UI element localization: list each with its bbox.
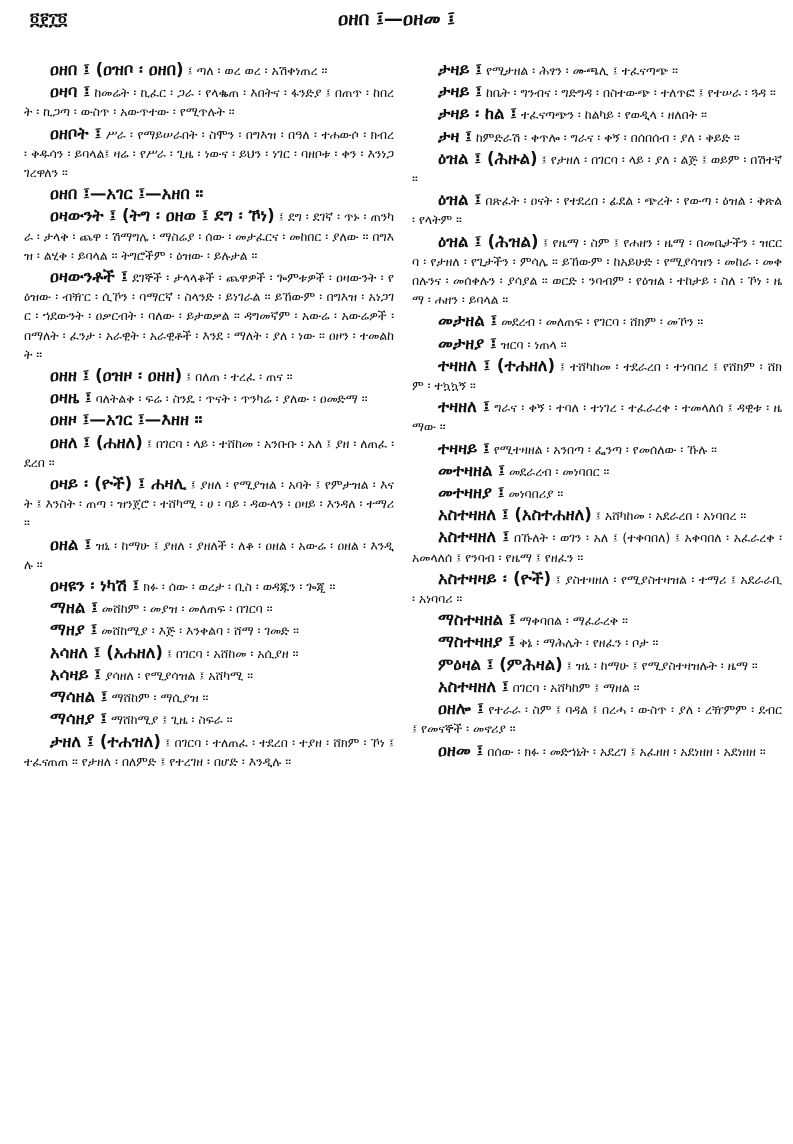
- entry-definition: ፤ የዜማ ፡ ስም ፤ የሐዘን ፡ ዜማ ፡ በመቤታችን ፡ ዝርርባ ፡ የታዘለ ፡ የጊታችን ፡ ምሳሌ ። ይኸውም ፡ ከአይሁድ ፡ የሚያሳዝን ፡ መከራ ፡ መቀበሉንና ፡ መሰቀሉን ፡ ያሳያል ። ወርድ ፡ ንባብም ፡ የዕዝል ፡ ተከታይ ፡ ስለ ፡ ኾነ ፡ ዜማ ፡ ሐዘን ፡ ይባላል ።: [412, 234, 782, 308]
- dictionary-entry: [412, 60, 782, 80]
- dictionary-entry: [24, 60, 394, 80]
- entry-definition: ማሸከሚያ ፤ ጊዜ ፡ ስፍራ ።: [111, 712, 233, 728]
- entry-headword: ማዘል ፤: [50, 598, 98, 618]
- entry-headword: ማስተዛዘል ፤: [438, 610, 516, 630]
- entry-headword: ተዛዘለ ፤ (ተሐዘለ): [438, 355, 556, 375]
- dictionary-entry: [412, 82, 782, 102]
- entry-headword: ዕዝል ፤ (ሕዙል): [438, 148, 538, 168]
- entry-headword: ማስተዛዘያ ፤: [438, 632, 516, 652]
- entry-headword: ዐዛውንት ፤ (ትግ ፡ ዐዘወ ፤ ደግ ፡ ኾነ): [50, 206, 275, 226]
- dictionary-entry: [24, 535, 394, 574]
- entry-headword: ዐዛባ ፤: [50, 82, 91, 102]
- entry-definition: ባለትልቅ ፡ ፍሬ ፡ ስንዴ ፡ ጥናት ፡ ጥንካሬ ፡ ያለው ፡ ዐመድማ ።: [95, 391, 368, 407]
- dictionary-entry: [24, 620, 394, 640]
- dictionary-entry: [412, 311, 782, 331]
- dictionary-entry: [24, 576, 394, 596]
- entry-headword: መታዘያ ፤: [438, 333, 497, 353]
- dictionary-entry: [412, 505, 782, 525]
- dictionary-entry: [412, 610, 782, 630]
- entry-headword: ዕዝል ፤: [438, 190, 482, 210]
- entry-headword: ዐዘበ ፤ (ዐዝቦ ፡ ዐዘበ): [50, 60, 184, 79]
- entry-headword: ማሳዘል ፤: [50, 687, 108, 707]
- entry-headword: ዐዘዘ ፤ (ዐዝዞ ፡ ዐዘዘ): [50, 366, 183, 386]
- dictionary-entry: [24, 643, 394, 663]
- entry-definition: መነባበሪያ ።: [508, 486, 564, 502]
- dictionary-entry: [24, 709, 394, 729]
- entry-definition: ሥራ ፡ የማይሠራበት ፡ ስሞን ፡ በግእዝ ፡ በዓለ ፡ ተሐውሶ ፡ ክብረ ፡ ቅዱሳን ፡ ይባላል፤ ዛሬ ፡ የሥራ ፡ ጊዜ ፡ ነውና ፡ ይህን ፡ ነገር ፡ ባዘቦቱ ፡ ቀን ፡ እንነጋገረዋለን ።: [24, 126, 394, 181]
- running-head: ዐዘበ ፤—ዐዘመ ፤: [337, 8, 456, 30]
- entry-definition: ፤ በለጠ ፡ ተረፈ ፡ ጠና ።: [186, 369, 293, 385]
- dictionary-entry: [412, 569, 782, 608]
- dictionary-entry: [412, 483, 782, 503]
- entry-definition: መሸከሚያ ፡ እጅ ፡ እንቀልባ ፡ ሸማ ፡ ገመድ ።: [101, 623, 299, 639]
- entry-headword: ታዛይ ፡ ከል ፤: [438, 104, 517, 124]
- entry-headword: ዐዘቦት ፤: [50, 123, 102, 143]
- entry-headword: ዐዘል ፤: [50, 534, 92, 554]
- entry-headword: ታዘለ ፤ (ተሐዝለ): [50, 731, 161, 751]
- entry-headword: ዐዛዩን ፡ ነካሽ ፤: [50, 576, 140, 596]
- entry-headword: ዐዘመ ፤: [438, 740, 484, 760]
- dictionary-entry: [24, 433, 394, 472]
- left-column: [24, 60, 394, 1140]
- dictionary-entry: [24, 410, 394, 430]
- entry-headword: ዐዘለ ፤ (ሐዘለ): [50, 432, 143, 452]
- dictionary-entry: [412, 149, 782, 188]
- dictionary-entry: [24, 665, 394, 685]
- entry-definition: በሰው ፡ ክፉ ፡ መድኀኒት ፡ አደረገ ፤ አፈዘዘ ፡ አደነዘዘ ፡ አደነዘዘ ።: [487, 743, 766, 759]
- dictionary-entry: [412, 356, 782, 395]
- dictionary-entry: [412, 127, 782, 147]
- entry-definition: የተራራ ፡ ስም ፤ ባዳል ፤ በረሓ ፡ ውስጥ ፡ ያለ ፡ ረዥምም ፡ ደብር ፤ የመናኞች ፡ መኖሪያ ።: [412, 702, 782, 737]
- entry-definition: ከመሬት ፡ ኪፈር ፡ ጋራ ፡ የላቈጠ ፡ እበትና ፡ ፋንድያ ፤ በጠጥ ፡ ከበረት ፡ ኪጋጣ ፡ ውስጥ ፡ አውጥተው ፡ የሚጥሉት ።: [24, 85, 394, 120]
- entry-headword: ታዛ ፤: [438, 126, 472, 146]
- page-header: [0, 0, 793, 50]
- entry-definition: ዝኒ ፡ ከማሁ ፤ ያዘለ ፡ ያዘለች ፡ ለቆ ፡ ዐዘል ፡ አውሬ ፡ ዐዘል ፡ እንዲሉ ።: [24, 537, 394, 572]
- entry-headword: ምዕዛል ፤ (ምሕዛል): [438, 654, 563, 674]
- entry-headword: ታዛይ ፤: [438, 82, 482, 102]
- entry-headword: ዐዘበ ፤—አገር ፤—አዘበ ።: [50, 184, 204, 204]
- dictionary-entry: [412, 527, 782, 566]
- dictionary-entry: [24, 206, 394, 265]
- entry-definition: ክፉ ፡ ሰው ፡ ወረታ ፡ ቢስ ፡ ወዳጁን ፡ ጐጂ ።: [143, 579, 336, 595]
- entry-headword: መታዘል ፤: [438, 311, 498, 331]
- entry-definition: ፤ ያዘለ ፡ የሚያዝል ፡ አባት ፤ የምታዝል ፡ እናት ፤ እንስት ፡ ጠጣ ፡ ዝንጀሮ ፡ ተሸካሚ ፡ ሀ ፡ ባይ ፡ ዳውላን ፡ ዐዛይ ፡ እንዳለ ፡ ተማሪ ።: [24, 477, 394, 531]
- entry-definition: ተፈናጣጭን ፡ ከልካይ ፡ የወዲላ ፡ ዘለበት ።: [520, 107, 707, 123]
- entry-definition: ፤ አሸካከመ ፡ አደራረበ ፡ አነባበረ ።: [595, 508, 747, 524]
- dictionary-entry: [412, 677, 782, 697]
- dictionary-entry: [24, 474, 394, 533]
- dictionary-entry: [24, 124, 394, 183]
- entry-headword: መተዛዘል ፤: [438, 460, 505, 480]
- dictionary-entry: [412, 655, 782, 675]
- entry-definition: ከምድራሽ ፡ ቀጥሎ ፡ ግራና ፡ ቀኝ ፡ በሰበሰብ ፡ ያለ ፡ ቅይድ ።: [475, 129, 740, 145]
- entry-headword: ዕዝል ፤ (ሕዝል): [438, 231, 539, 251]
- page-number: ፬፻፲፬: [30, 10, 68, 30]
- entry-headword: ማዘያ ፤: [50, 620, 98, 640]
- entry-headword: ታዛይ ፤: [438, 60, 482, 79]
- entry-definition: ግራና ፡ ቀኝ ፡ ተባለ ፡ ተነገረ ፡ ተፈራረቀ ፡ ተመላለሰ ፤ ዳዊቱ ፡ ዜማው ።: [412, 400, 782, 435]
- dictionary-entry: [24, 598, 394, 618]
- entry-headword: አስተዛዘለ ፤ (አስተሐዘለ): [438, 505, 592, 525]
- entry-definition: ፤ የታዘለ ፡ በገርባ ፡ ላይ ፡ ያለ ፡ ልጅ ፤ ወይም ፡ በሽተኛ ።: [412, 151, 782, 187]
- entry-definition: የሚታዘል ፡ ሕፃን ፡ ሙጫሊ ፤ ተፈናጣጭ ።: [485, 63, 678, 78]
- entry-headword: ማሳዘያ ፤: [50, 709, 108, 729]
- entry-definition: ፤ በገርባ ፡ ተለጠፈ ፡ ተደረበ ፡ ተያዘ ፡ ሸክም ፡ ኾነ ፤ ተፈናጠጠ ። የታዘለ ፡ በለምድ ፤ የተረገዘ ፡ በሆድ ፡ እንዲሉ ።: [24, 734, 394, 769]
- dictionary-entry: [412, 741, 782, 761]
- entry-definition: መሸከም ፡ መያዝ ፡ መለጠፍ ፡ በገርባ ።: [101, 601, 273, 617]
- entry-definition: መደራረብ ፡ መነባበር ።: [508, 463, 610, 479]
- entry-definition: ፤ ደግ ፡ ደገኛ ፡ ጥኑ ፡ ጠንካራ ፡ ታላቅ ፡ ጨዋ ፡ ሽማግሌ ፡ ማስሬያ ፡ ሰው ፡ መታፈርና ፡ መከበር ፡ ያለው ። በግእዝ ፡ ልሂቅ ፡ ይባላል ። ትግሮችም ፡ ዕዝው ፡ ይሉታል ።: [24, 209, 394, 263]
- entry-headword: ዐዛውንቶች ፤: [50, 267, 128, 287]
- dictionary-entry: [24, 82, 394, 121]
- entry-definition: ፤ ያስተዛዘለ ፡ የሚያስተዛዝል ፡ ተማሪ ፤ አደራራቢ ፡ አነባባሪ ።: [412, 571, 782, 607]
- entry-definition: የሚተዛዘል ፡ አንበጣ ፡ ፌንጣ ፡ የመሰለው ፡ ኹሉ ።: [493, 441, 717, 457]
- entry-headword: ተዛዛይ ፤: [438, 438, 490, 458]
- dictionary-entry: [412, 439, 782, 459]
- entry-headword: አስተዛዘለ ፤: [438, 676, 509, 696]
- entry-headword: አሳዘለ ፤ (አሐዘለ): [50, 642, 163, 662]
- dictionary-entry: [412, 461, 782, 481]
- entry-definition: ደገኞች ፡ ታላላቆች ፡ ጨዋዎች ፡ ጐምቱዎች ፡ ዐዛውንት ፡ የዕዝው ፡ ብዥር ፡ ሲኾን ፡ ባማርኛ ፡ ስላንድ ፡ ይነገራል ። ይኸውም ፡ በግእዝ ፡ አነጋገር ፡ ኀደውንት ፡ ዐቃርብት ፡ ባለው ፡ ይታወቃል ። ዳግመኛም ፡ አውሬ ፡ አውሬዎች ፡ በማለት ፡ ፈንታ ፡ አራዊት ፡ አራዊቶች ፡ እንደ ፡ ማለት ፡ ያለ ፡ ነው ። ዐዞን ፡ ተመልከት ።: [24, 270, 394, 362]
- dictionary-entry: [412, 397, 782, 436]
- entry-definition: በኹለት ፡ ወገን ፡ አለ ፤ (ተቀባበለ) ፤ አቀባበለ ፡ አፈራረቀ ፡ አመላለሰ ፤ የንባብ ፡ የዜማ ፤ የዘፈን ።: [412, 530, 782, 565]
- dictionary-entry: [24, 388, 394, 408]
- entry-definition: በጽፈት ፡ ዐናት ፡ የተደረበ ፡ ፊደል ፡ ጭረት ፡ የውጣ ፡ ዕዝል ፡ ቅጽል ፡ የላትም ።: [412, 193, 782, 228]
- entry-headword: አስተዛዘለ ፤: [438, 527, 510, 547]
- entry-headword: መተዛዘያ ፤: [438, 483, 505, 503]
- dictionary-entry: [412, 699, 782, 738]
- right-column: [412, 60, 782, 1140]
- entry-definition: መደረብ ፡ መለጠፍ ፡ የገርባ ፡ ሸክም ፡ መኾን ።: [501, 314, 704, 330]
- entry-headword: አሳዛይ ፤: [50, 664, 102, 684]
- entry-definition: ፤ በገርባ ፡ ላይ ፡ ተሸከመ ፡ አንቡቡ ፡ አለ ፤ ያዘ ፡ ለጠፈ ፡ ደረበ ።: [24, 435, 394, 470]
- entry-definition: ዝርባ ፡ ነጠላ ።: [500, 336, 567, 352]
- entry-definition: ቅኔ ፡ ማሕሌት ፡ የዘፈን ፡ ቦታ ።: [519, 635, 659, 651]
- entry-headword: ተዛዘለ ፤: [438, 397, 490, 417]
- entry-definition: ከቤት ፡ ግንብና ፡ ግድግዳ ፡ በስተውጭ ፡ ተለጥፎ ፤ የተሠራ ፡ ጓዳ ።: [485, 85, 776, 101]
- entry-definition: ፤ ተሸካከመ ፡ ተደራረበ ፡ ተነባበረ ፤ የሸክም ፡ ሸክም ፡ ተኳኳኝ ።: [412, 358, 782, 394]
- entry-headword: አስተዛዛይ ፡ (ዮች): [438, 568, 552, 588]
- entry-headword: ዐዘሎ ፤: [438, 699, 484, 719]
- entry-definition: ፤ ዝኒ ፡ ከማሁ ፤ የሚያስተዛዝሉት ፡ ዜማ ።: [566, 657, 758, 673]
- dictionary-entry: [412, 104, 782, 124]
- entry-definition: ያሳዘለ ፡ የሚያሳዝል ፤ አሸካሚ ።: [104, 667, 253, 683]
- dictionary-entry: [412, 190, 782, 229]
- entry-definition: ማሸከም ፡ ማሲያዝ ።: [111, 690, 209, 706]
- entry-headword: ዐዛይ ፡ (ዮች) ፤ ሐዛሊ: [50, 474, 187, 494]
- entry-definition: ማቀባበል ፡ ማፈራረቅ ።: [519, 613, 628, 629]
- dictionary-entry: [24, 366, 394, 386]
- dictionary-entry: [24, 184, 394, 204]
- entry-headword: ዐዘዞ ፤—አገር ፤—እዘዘ ።: [50, 410, 203, 430]
- dictionary-entry: [24, 687, 394, 707]
- entry-definition: ፤ ጣለ ፡ ወረ ወረ ፡ አሽቀነጠረ ።: [187, 63, 328, 78]
- dictionary-entry: [412, 232, 782, 310]
- entry-definition: ፤ በገርባ ፡ አሸከመ ፡ አሲያዘ ።: [166, 645, 299, 661]
- entry-definition: በገርባ ፡ አሸካከም ፤ ማዘል ።: [512, 679, 640, 695]
- dictionary-entry: [412, 334, 782, 354]
- dictionary-entry: [412, 632, 782, 652]
- dictionary-entry: [24, 267, 394, 364]
- dictionary-entry: [24, 732, 394, 771]
- entry-headword: ዐዛዜ ፤: [50, 388, 92, 408]
